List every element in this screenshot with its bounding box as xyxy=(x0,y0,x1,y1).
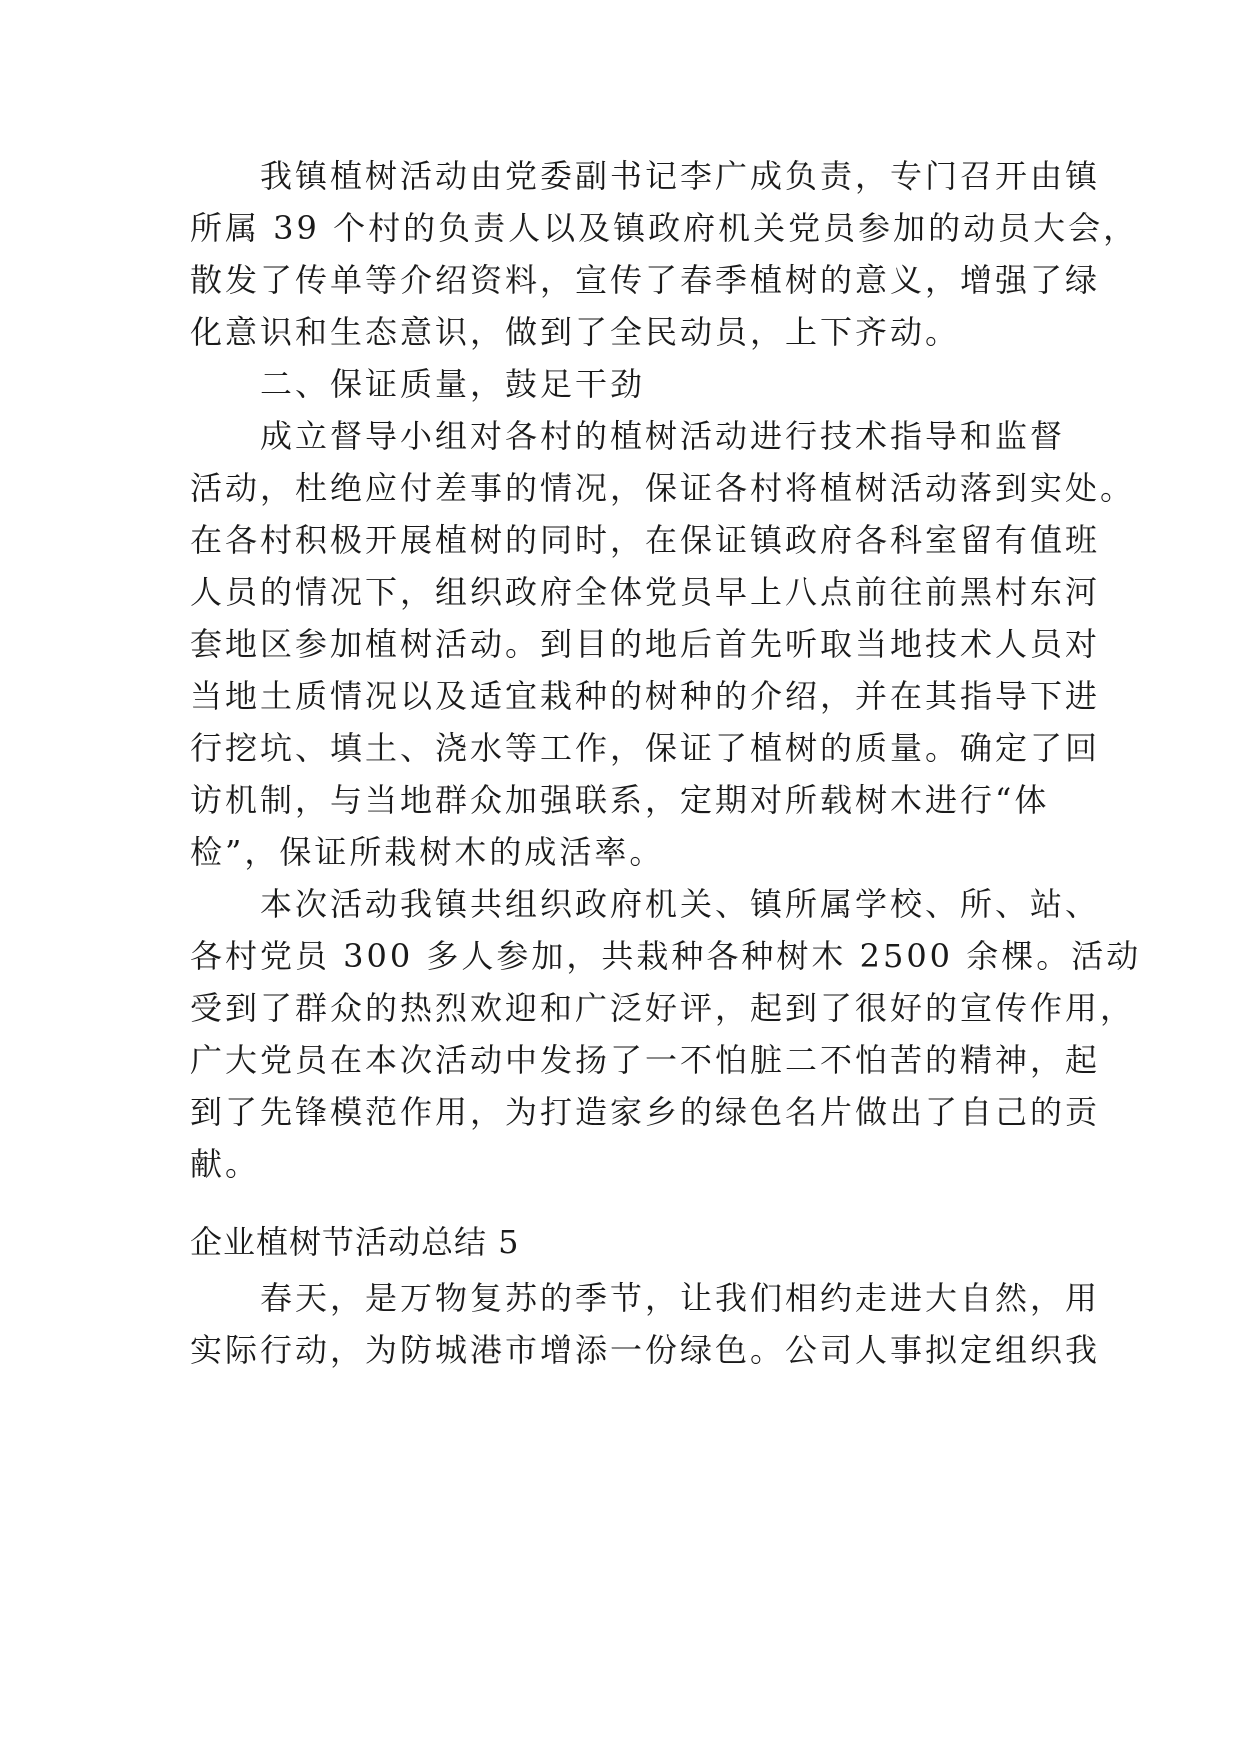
paragraph-line: 化意识和生态意识，做到了全民动员，上下齐动。 xyxy=(190,313,961,351)
paragraph-line: 活动，杜绝应付差事的情况，保证各村将植树活动落到实处。 xyxy=(190,469,1136,507)
paragraph-line: 各村党员 300 多人参加，共栽种各种树木 2500 余棵。活动 xyxy=(190,937,1142,975)
paragraph-line: 所属 39 个村的负责人以及镇政府机关党员参加的动员大会， xyxy=(190,209,1139,247)
paragraph-line: 行挖坑、填土、浇水等工作，保证了植树的质量。确定了回 xyxy=(190,729,1101,767)
article-title: 企业植树节活动总结 5 xyxy=(190,1223,520,1261)
paragraph-line: 献。 xyxy=(190,1145,261,1183)
paragraph-line: 春天，是万物复苏的季节，让我们相约走进大自然，用 xyxy=(260,1279,1101,1317)
paragraph-line: 检”，保证所栽树木的成活率。 xyxy=(190,833,665,871)
paragraph-line: 访机制，与当地群众加强联系，定期对所载树木进行“体 xyxy=(190,781,1050,819)
paragraph-line: 当地土质情况以及适宜栽种的树种的介绍，并在其指导下进 xyxy=(190,677,1101,715)
paragraph-line: 我镇植树活动由党委副书记李广成负责，专门召开由镇 xyxy=(260,157,1101,195)
paragraph-line: 受到了群众的热烈欢迎和广泛好评，起到了很好的宣传作用， xyxy=(190,989,1136,1027)
paragraph-line: 在各村积极开展植树的同时，在保证镇政府各科室留有值班 xyxy=(190,521,1101,559)
paragraph-line: 人员的情况下，组织政府全体党员早上八点前往前黑村东河 xyxy=(190,573,1101,611)
paragraph-line: 套地区参加植树活动。到目的地后首先听取当地技术人员对 xyxy=(190,625,1101,663)
paragraph-line: 本次活动我镇共组织政府机关、镇所属学校、所、站、 xyxy=(260,885,1101,923)
paragraph-line: 广大党员在本次活动中发扬了一不怕脏二不怕苦的精神，起 xyxy=(190,1041,1101,1079)
paragraph-line: 成立督导小组对各村的植树活动进行技术指导和监督 xyxy=(260,417,1066,455)
paragraph-line: 实际行动，为防城港市增添一份绿色。公司人事拟定组织我 xyxy=(190,1331,1101,1369)
paragraph-line: 到了先锋模范作用，为打造家乡的绿色名片做出了自己的贡 xyxy=(190,1093,1101,1131)
section-heading: 二、保证质量，鼓足干劲 xyxy=(260,365,646,403)
paragraph-line: 散发了传单等介绍资料，宣传了春季植树的意义，增强了绿 xyxy=(190,261,1101,299)
